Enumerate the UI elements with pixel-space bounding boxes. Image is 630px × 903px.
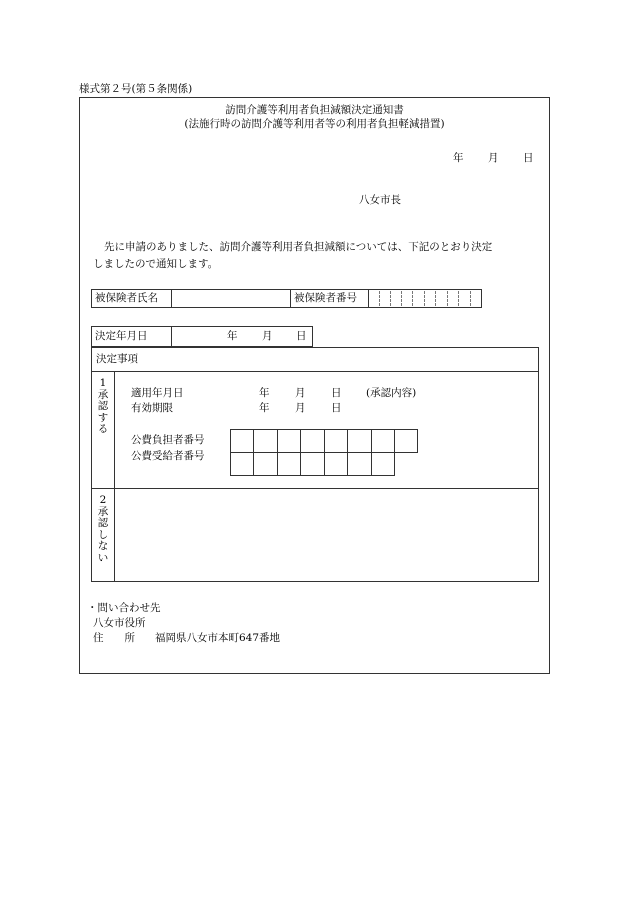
- document-title: 訪問介護等利用者負担減額決定通知書: [225, 104, 404, 116]
- issuer: 八女市長: [359, 194, 401, 206]
- date-day: 日: [523, 152, 534, 164]
- contact-address: 福岡県八女市本町647番地: [155, 632, 281, 644]
- decision-date-month: 月: [262, 330, 273, 342]
- insured-number-label: 被保険者番号: [294, 292, 357, 304]
- applied-date-year: 年: [259, 387, 270, 399]
- body-line-1: 先に申請のありました、訪問介護等利用者負担減額については、下記のとおり決定: [104, 241, 493, 253]
- applied-date-label: 適用年月日: [131, 387, 184, 399]
- decision-date-day: 日: [296, 330, 307, 342]
- applied-date-day: 日: [331, 387, 342, 399]
- insured-name-field[interactable]: [173, 291, 288, 306]
- approval-note: (承認内容): [366, 387, 417, 399]
- body-line-2: しましたので通知します。: [93, 258, 219, 270]
- contact-address-label: 住 所: [93, 632, 135, 644]
- expiry-month: 月: [295, 402, 306, 414]
- public-recipient-label: 公費受給者番号: [131, 450, 205, 462]
- insured-number-field[interactable]: [369, 290, 481, 307]
- decision-date-year: 年: [227, 330, 238, 342]
- form-number: 様式第２号(第５条関係): [79, 83, 193, 95]
- decision-date-label: 決定年月日: [95, 330, 148, 342]
- contact-office: 八女市役所: [93, 617, 146, 629]
- decision-items-header: 決定事項: [96, 353, 138, 365]
- date-month: 月: [488, 152, 499, 164]
- expiry-day: 日: [331, 402, 342, 414]
- document-subtitle: (法施行時の訪問介護等利用者等の利用者負担軽減措置): [184, 118, 445, 130]
- insured-name-label: 被保険者氏名: [95, 292, 158, 304]
- public-payer-label: 公費負担者番号: [131, 434, 205, 446]
- applied-date-month: 月: [295, 387, 306, 399]
- reject-label: 2 承 認 し な い: [97, 494, 109, 564]
- date-year: 年: [453, 152, 464, 164]
- expiry-label: 有効期限: [131, 402, 173, 414]
- approve-label: 1 承 認 す る: [97, 377, 109, 435]
- expiry-year: 年: [259, 402, 270, 414]
- contact-heading: ・問い合わせ先: [87, 602, 161, 614]
